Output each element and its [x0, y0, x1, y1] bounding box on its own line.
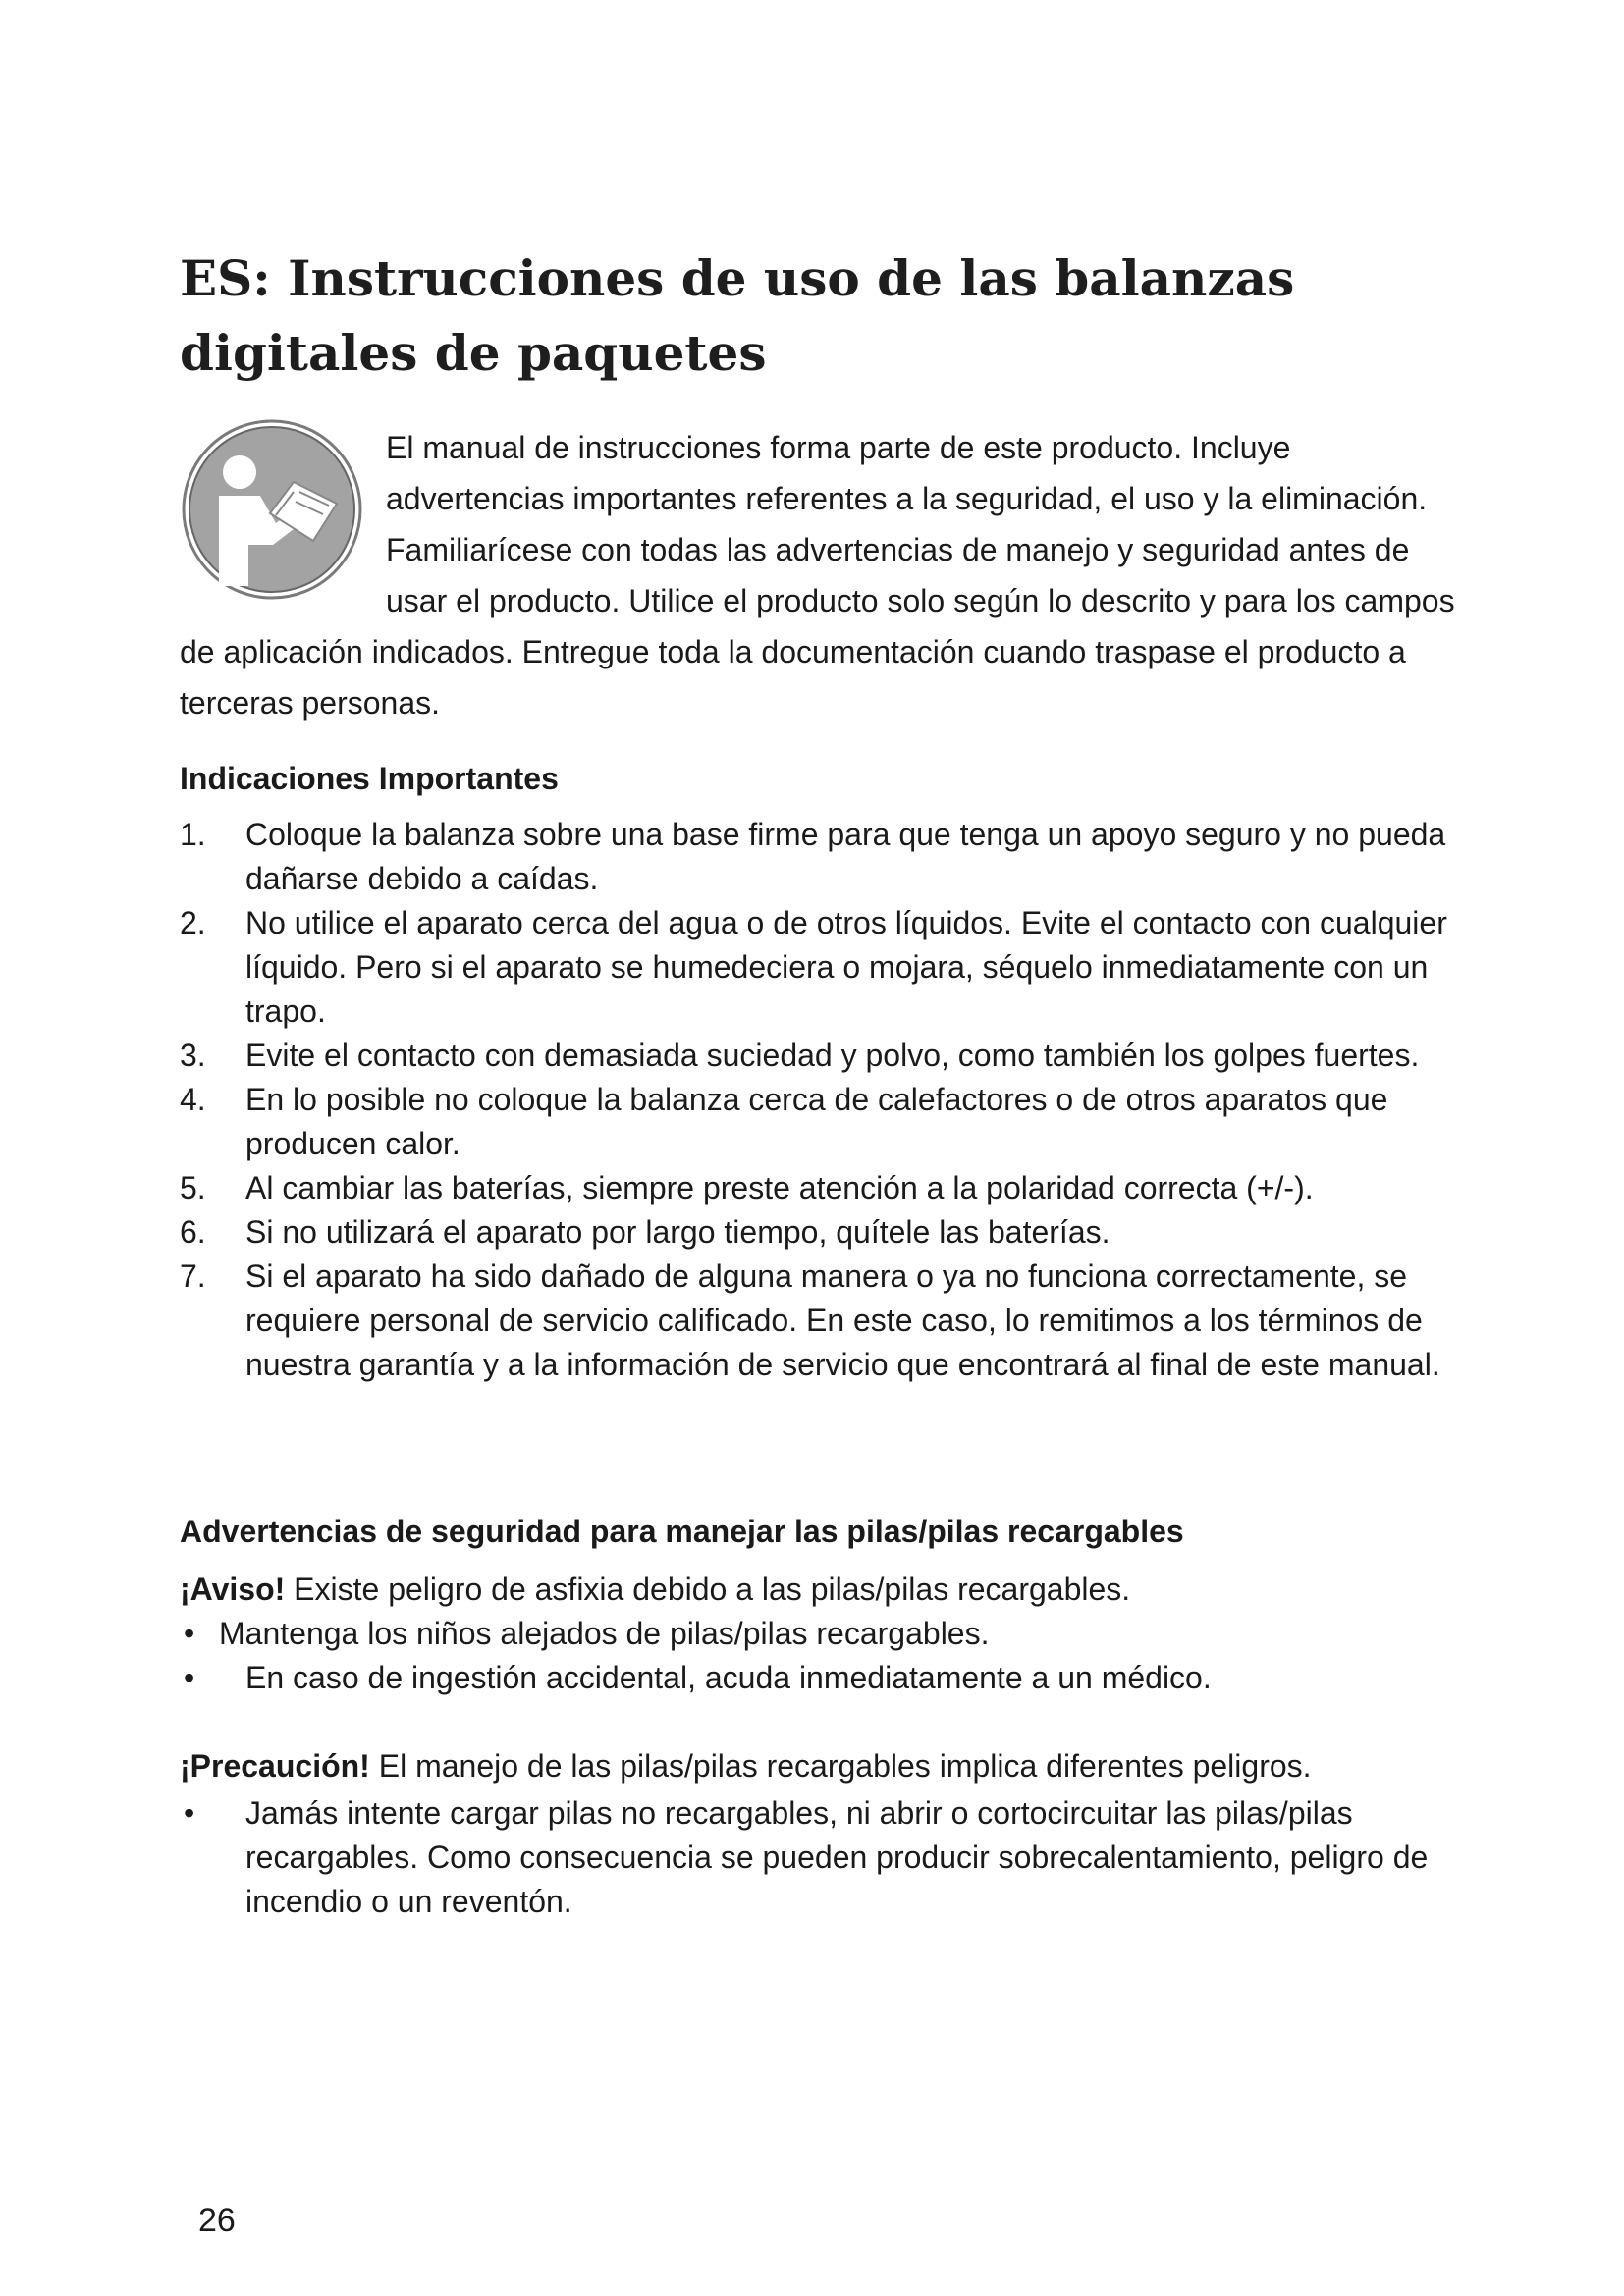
caution-text: El manejo de las pilas/pilas recargables implica diferentes peligros. — [369, 1748, 1312, 1784]
manual-reader-icon — [180, 417, 364, 602]
important-heading: Indicaciones Importantes — [180, 761, 559, 796]
list-item: 2. No utilice el aparato cerca del agua o de otros líquidos. Evite el contacto con cualquier líquido. Pero si el aparato se humedeciera o mojara, séquelo inmediatamente con un trapo. — [180, 905, 1447, 1029]
warning-label: ¡Aviso! — [180, 1572, 286, 1607]
list-item: 3. Evite el contacto con demasiada suciedad y polvo, como también los golpes fuertes. — [180, 1038, 1420, 1073]
warning-bullets — [180, 1612, 1476, 1700]
intro-text: El manual de instrucciones forma parte de este producto. Incluye advertencias importantes referentes a la seguridad, el uso y la eliminación. Familiarícese con todas las advertencias de manejo y seguridad antes de usar el producto. Utilice el producto solo según lo descrito y para los campos de aplicación indicados. Entregue toda la documentación cuando traspase el producto a terceras personas. — [180, 430, 1455, 721]
list-item: 1. Coloque la balanza sobre una base firme para que tenga un apoyo seguro y no pueda dañarse debido a caídas. — [180, 817, 1446, 896]
caution-paragraph — [180, 1744, 1476, 1789]
list-item: 4. En lo posible no coloque la balanza cerca de calefactores o de otros aparatos que producen calor. — [180, 1082, 1388, 1161]
caution-label: ¡Precaución! — [180, 1748, 370, 1784]
warning-paragraph — [180, 1568, 1476, 1612]
list-item: • Jamás intente cargar pilas no recargables, ni abrir o cortocircuitar las pilas/pilas recargables. Como consecuencia se pueden producir sobrecalentamiento, peligro de incendio o un reventón. — [184, 1795, 1429, 1919]
important-list — [180, 813, 1476, 1387]
page-title: ES: Instrucciones de uso de las balanzas digitales de paquetes — [180, 249, 1295, 382]
page-number: 26 — [198, 2202, 236, 2239]
list-item: 6. Si no utilizará el aparato por largo tiempo, quítele las baterías. — [180, 1214, 1110, 1250]
list-item: • En caso de ingestión accidental, acuda inmediatamente a un médico. — [184, 1660, 1212, 1695]
list-item: 7. Si el aparato ha sido dañado de alguna manera o ya no funciona correctamente, se requiere personal de servicio calificado. En este caso, lo remitimos a los términos de nuestra garantía y a la información de servicio que encontrará al final de este manual. — [180, 1258, 1440, 1382]
intro-block — [180, 422, 1456, 728]
list-item: 5. Al cambiar las baterías, siempre preste atención a la polaridad correcta (+/-). — [180, 1170, 1314, 1205]
list-item: • Mantenga los niños alejados de pilas/pilas recargables. — [184, 1616, 990, 1651]
caution-bullets — [180, 1791, 1476, 1924]
battery-heading: Advertencias de seguridad para manejar las pilas/pilas recargables — [180, 1514, 1184, 1549]
warning-text: Existe peligro de asfixia debido a las pilas/pilas recargables. — [285, 1572, 1131, 1607]
